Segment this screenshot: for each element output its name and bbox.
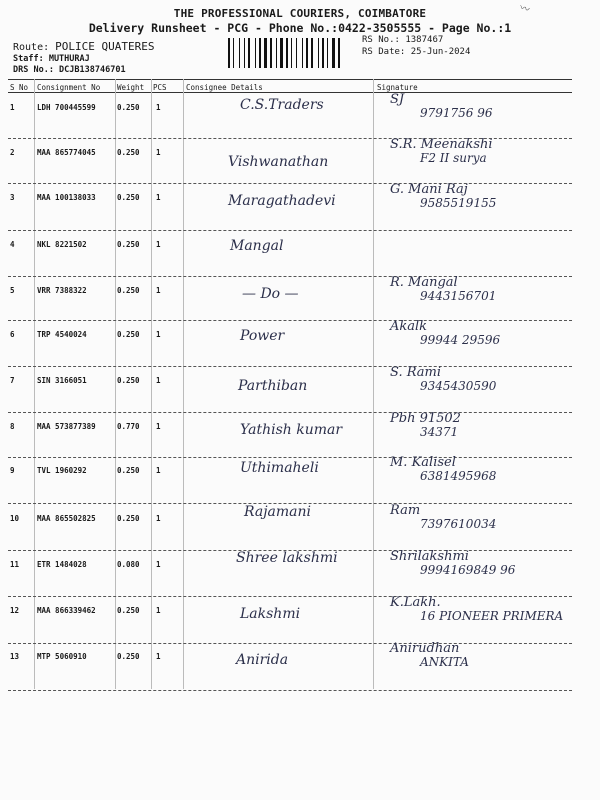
row-separator <box>8 690 572 691</box>
row-weight: 0.250 <box>117 376 140 385</box>
staff-line: Staff: MUTHURAJ <box>13 54 90 64</box>
row-consignment-no: LDH 700445599 <box>37 103 96 112</box>
row-signature-note: 9585519155 <box>420 196 497 210</box>
row-signature-note: 9791756 96 <box>420 106 493 120</box>
row-consignment-no: TRP 4540024 <box>37 330 87 339</box>
row-signature-handwritten: S.R. Meenakshi <box>390 137 493 152</box>
row-consignee-handwritten: Yathish kumar <box>240 422 343 438</box>
row-consignee-handwritten: Parthiban <box>238 378 308 394</box>
row-signature-note: ANKITA <box>420 655 469 669</box>
row-sno: 2 <box>10 148 15 157</box>
row-consignee-handwritten: Anirida <box>236 652 289 668</box>
row-separator <box>8 366 572 367</box>
row-consignee-handwritten: — Do — <box>242 286 299 302</box>
row-pcs: 1 <box>156 652 161 661</box>
row-consignment-no: MAA 100138033 <box>37 193 96 202</box>
document-subtitle: Delivery Runsheet - PCG - Phone No.:0422-3505555 - Page No.:1 <box>88 21 512 35</box>
row-consignee-handwritten: Maragathadevi <box>228 193 336 209</box>
row-signature-handwritten: R. Mangal <box>390 275 458 290</box>
row-weight: 0.080 <box>117 560 140 569</box>
row-pcs: 1 <box>156 148 161 157</box>
row-signature-note: F2 II surya <box>420 151 487 165</box>
row-signature-handwritten: K.Lakh. <box>390 595 441 610</box>
row-consignment-no: MAA 866339462 <box>37 606 96 615</box>
row-consignee-handwritten: C.S.Traders <box>240 97 324 113</box>
column-divider <box>34 79 35 689</box>
row-signature-handwritten: G. Mani Raj <box>390 182 468 197</box>
col-header-signature: Signature <box>377 83 418 92</box>
row-separator <box>8 183 572 184</box>
row-signature-note: 9443156701 <box>420 289 497 303</box>
row-sno: 13 <box>10 652 20 661</box>
row-sno: 1 <box>10 103 15 112</box>
row-separator <box>8 643 572 644</box>
row-weight: 0.250 <box>117 193 140 202</box>
col-header-consignee: Consignee Details <box>186 83 263 92</box>
row-consignee-handwritten: Mangal <box>230 238 284 254</box>
row-signature-note: 9994169849 96 <box>420 563 516 577</box>
rs-number: RS No.: 1387467 <box>362 35 444 45</box>
document-title: THE PROFESSIONAL COURIERS, COIMBATORE <box>173 7 427 20</box>
table-header-rule <box>8 92 572 93</box>
row-pcs: 1 <box>156 103 161 112</box>
row-sno: 4 <box>10 240 15 249</box>
row-signature-note: 7397610034 <box>420 517 497 531</box>
col-header-sno: S No <box>10 83 29 92</box>
row-consignee-handwritten: Uthimaheli <box>240 460 319 476</box>
row-separator <box>8 320 572 321</box>
column-divider <box>151 79 152 689</box>
column-divider <box>183 79 184 689</box>
row-consignee-handwritten: Rajamani <box>244 504 312 520</box>
row-signature-note: 16 PIONEER PRIMERA <box>420 609 564 623</box>
row-consignment-no: MTP 5060910 <box>37 652 87 661</box>
table-top-rule <box>8 79 572 80</box>
row-pcs: 1 <box>156 286 161 295</box>
row-signature-handwritten: Anirudhan <box>390 641 460 656</box>
row-separator <box>8 457 572 458</box>
row-pcs: 1 <box>156 514 161 523</box>
row-sno: 6 <box>10 330 15 339</box>
row-signature-handwritten: S. Rami <box>390 365 442 380</box>
row-weight: 0.250 <box>117 652 140 661</box>
row-sno: 3 <box>10 193 15 202</box>
row-consignee-handwritten: Shree lakshmi <box>236 550 338 566</box>
row-signature-handwritten: Akalk <box>390 319 428 334</box>
row-separator <box>8 230 572 231</box>
row-separator <box>8 412 572 413</box>
row-consignee-handwritten: Power <box>240 328 285 344</box>
row-sno: 12 <box>10 606 20 615</box>
row-signature-handwritten: Shrilakshmi <box>390 549 469 564</box>
row-signature-note: 99944 29596 <box>420 333 501 347</box>
row-weight: 0.250 <box>117 103 140 112</box>
row-weight: 0.250 <box>117 240 140 249</box>
row-pcs: 1 <box>156 606 161 615</box>
row-consignment-no: NKL 8221502 <box>37 240 87 249</box>
row-signature-handwritten: Ram <box>390 503 421 518</box>
row-separator <box>8 276 572 277</box>
row-consignment-no: MAA 865774045 <box>37 148 96 157</box>
col-header-weight: Weight <box>117 83 145 92</box>
row-signature-handwritten: SJ <box>390 92 405 107</box>
row-sno: 10 <box>10 514 20 523</box>
row-consignment-no: SIN 3166051 <box>37 376 87 385</box>
row-pcs: 1 <box>156 422 161 431</box>
row-sno: 8 <box>10 422 15 431</box>
row-weight: 0.250 <box>117 606 140 615</box>
row-consignment-no: VRR 7388322 <box>37 286 87 295</box>
row-sno: 9 <box>10 466 15 475</box>
row-consignment-no: MAA 573877389 <box>37 422 96 431</box>
row-weight: 0.250 <box>117 286 140 295</box>
row-pcs: 1 <box>156 240 161 249</box>
row-separator <box>8 596 572 597</box>
row-signature-handwritten: M. Kalisel <box>390 455 456 470</box>
row-weight: 0.250 <box>117 148 140 157</box>
column-divider <box>115 79 116 689</box>
row-pcs: 1 <box>156 466 161 475</box>
row-consignment-no: TVL 1960292 <box>37 466 87 475</box>
row-pcs: 1 <box>156 376 161 385</box>
row-consignment-no: MAA 865502825 <box>37 514 96 523</box>
col-header-pcs: PCS <box>153 83 167 92</box>
row-signature-note: 9345430590 <box>420 379 497 393</box>
margin-scribble: 〰︎ <box>517 2 531 17</box>
row-weight: 0.250 <box>117 330 140 339</box>
drs-number: DRS No.: DCJB138746701 <box>13 65 126 75</box>
row-consignee-handwritten: Lakshmi <box>240 606 301 622</box>
row-pcs: 1 <box>156 193 161 202</box>
row-signature-note: 34371 <box>420 425 459 439</box>
route-value: POLICE QUATERES <box>55 40 155 53</box>
row-weight: 0.770 <box>117 422 140 431</box>
column-divider <box>373 79 374 689</box>
row-sno: 5 <box>10 286 15 295</box>
row-signature-note: 6381495968 <box>420 469 497 483</box>
row-signature-handwritten: Pbh 91502 <box>390 411 461 426</box>
row-sno: 11 <box>10 560 20 569</box>
col-header-consignment: Consignment No <box>37 83 101 92</box>
row-consignment-no: ETR 1484028 <box>37 560 87 569</box>
row-sno: 7 <box>10 376 15 385</box>
row-pcs: 1 <box>156 330 161 339</box>
route-label: Route: <box>13 42 50 53</box>
row-weight: 0.250 <box>117 514 140 523</box>
rs-date: RS Date: 25-Jun-2024 <box>362 47 471 57</box>
row-pcs: 1 <box>156 560 161 569</box>
row-consignee-handwritten: Vishwanathan <box>228 154 329 170</box>
row-weight: 0.250 <box>117 466 140 475</box>
